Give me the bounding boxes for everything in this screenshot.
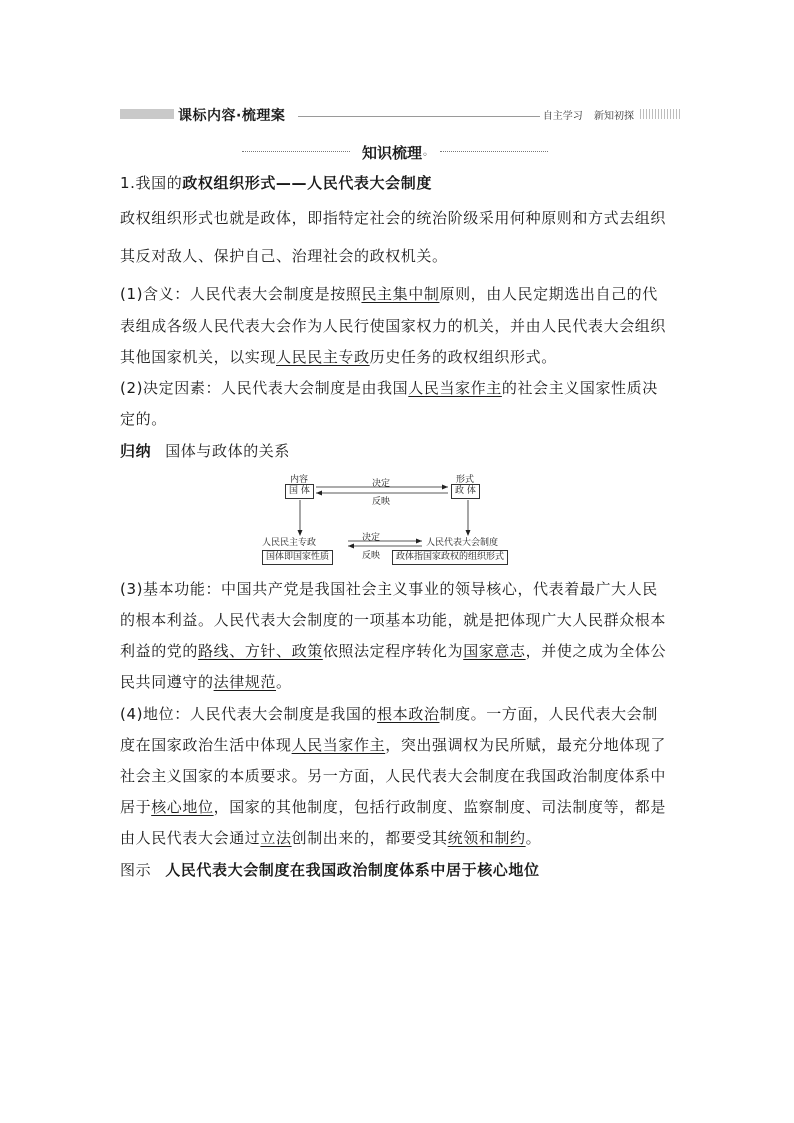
header-right-labels <box>543 107 634 122</box>
p3-l3-text-b: 依照法定程序转化为 <box>322 642 464 660</box>
p4-underline-genben: 根本政治 <box>377 705 440 723</box>
p2-line-1 <box>120 377 658 398</box>
p3-l3-text-c: ，并使之成为全体公 <box>525 642 667 660</box>
header-label-preview: 新知初探 <box>594 111 634 122</box>
guina-label: 归纳 <box>120 442 152 460</box>
intro-line-1: 政权组织形式也就是政体，即指特定社会的统治阶级采用何种原则和方式去组织 <box>120 209 667 227</box>
header-rule <box>298 116 540 117</box>
p3-l3-text-a: 利益的党的 <box>120 642 199 660</box>
section-title-block <box>242 143 548 162</box>
p1-underline-minzhu: 民主集中制 <box>361 285 440 303</box>
p2-l1-text-a: (2)决定因素：人民代表大会制度是由我国 <box>120 379 409 397</box>
p1-line-1 <box>120 283 658 304</box>
diagram-left-box: 国体即国家性质 <box>262 550 333 565</box>
diagram-reflect-bottom: 反映 <box>362 551 381 561</box>
guina-text: 国体与政体的关系 <box>165 442 291 460</box>
p3-l4-text-a: 民共同遵守的 <box>120 673 214 691</box>
p3-l4-text-b: 。 <box>276 673 292 691</box>
p4-line-1 <box>120 703 658 724</box>
p2-underline-dangjia: 人民当家作主 <box>408 379 502 397</box>
p1-line-3 <box>120 346 557 367</box>
header-decor-bar <box>120 109 174 119</box>
p4-l5-text-c: 。 <box>525 829 542 847</box>
p3-line-3 <box>120 640 666 661</box>
p4-l1-text-a: (4)地位：人民代表大会制度是我国的 <box>120 705 378 723</box>
p4-underline-hexin: 核心地位 <box>151 798 214 816</box>
p4-line-5 <box>120 827 541 848</box>
p3-line-4 <box>120 671 292 692</box>
heading-1-prefix: 1.我国的 <box>120 174 183 192</box>
p4-underline-tongling: 统领和制约 <box>447 829 526 847</box>
diagram-zhengti-box: 政 体 <box>451 484 480 499</box>
p3-line-1: (3)基本功能：中国共产党是我国社会主义事业的领导核心，代表着最广大人民 <box>120 580 658 598</box>
p1-l3-text-b: 历史任务的政权组织形式。 <box>369 348 557 366</box>
p4-underline-dangjia: 人民当家作主 <box>291 736 386 754</box>
p4-line-4 <box>120 796 666 817</box>
p4-l5-text-a: 由人民代表大会通过 <box>120 829 261 847</box>
diagram-decide-bottom: 决定 <box>362 533 381 543</box>
section-rule-left <box>242 151 350 152</box>
p1-l1-text-a: (1)含义：人民代表大会制度是按照 <box>120 285 362 303</box>
p3-underline-yizhi: 国家意志 <box>463 642 526 660</box>
p2-line-2: 定的。 <box>120 410 167 428</box>
p3-underline-falv: 法律规范 <box>213 673 277 691</box>
diagram-reflect-top: 反映 <box>372 497 391 507</box>
p3-line-2: 的根本利益。人民代表大会制度的一项基本功能，就是把体现广大人民群众根本 <box>120 611 667 629</box>
p1-line-2: 表组成各级人民代表大会作为人民行使国家权力的机关，并由人民代表大会组织 <box>120 317 667 335</box>
section-title <box>350 142 440 163</box>
tushi-label: 图示 <box>120 861 152 879</box>
p4-l2-text-a: 度在国家政治生活中体现 <box>120 736 292 754</box>
page-header <box>120 107 680 124</box>
p4-l1-text-b: 制度。一方面，人民代表大会制 <box>439 705 658 723</box>
relation-diagram <box>258 472 534 568</box>
header-title: 课标内容·梳理案 <box>178 108 286 124</box>
diagram-content-label: 内容 <box>290 475 309 485</box>
tushi-line <box>120 859 540 880</box>
diagram-right-box: 政体指国家政权的组织形式 <box>392 550 508 565</box>
p4-l4-text-a: 居于 <box>120 798 152 816</box>
diagram-form-label: 形式 <box>456 475 475 485</box>
p1-l3-text-a: 其他国家机关，以实现 <box>120 348 277 366</box>
heading-1-bold: 政权组织形式——人民代表大会制度 <box>182 174 432 192</box>
p1-underline-zhuanzheng: 人民民主专政 <box>276 348 370 366</box>
p4-l2-text-b: ，突出强调权为民所赋，最充分地体现了 <box>385 736 667 754</box>
diagram-left-title: 人民民主专政 <box>262 538 317 548</box>
header-label-self-study: 自主学习 <box>542 111 583 122</box>
diagram-right-title: 人民代表大会制度 <box>426 538 499 548</box>
p4-l5-text-b: 创制出来的，都要受其 <box>291 829 448 847</box>
p2-l1-text-b: 的社会主义国家性质决 <box>501 379 658 397</box>
tushi-text: 人民代表大会制度在我国政治制度体系中居于核心地位 <box>165 861 540 879</box>
diagram-decide-top: 决定 <box>372 479 391 489</box>
section-title-text: 知识梳理 <box>362 144 423 162</box>
heading-1 <box>120 172 432 193</box>
diagram-guoti-box: 国 体 <box>285 484 314 499</box>
section-rule-right <box>440 151 548 152</box>
section-title-deco: ◦ <box>422 150 428 161</box>
header-stripes <box>640 109 680 119</box>
intro-line-2: 其反对敌人、保护自己、治理社会的政权机关。 <box>120 247 448 265</box>
p4-line-2 <box>120 734 666 755</box>
p4-line-3: 社会主义国家的本质要求。另一方面，人民代表大会制度在我国政治制度体系中 <box>120 767 667 785</box>
p1-l1-text-b: 原则，由人民定期选出自己的代 <box>439 285 658 303</box>
p4-underline-lifa: 立法 <box>260 829 292 847</box>
p4-l4-text-b: ，国家的其他制度，包括行政制度、监察制度、司法制度等，都是 <box>213 798 667 816</box>
p3-underline-luxian: 路线、方针、政策 <box>198 642 323 660</box>
guina-line <box>120 440 290 461</box>
